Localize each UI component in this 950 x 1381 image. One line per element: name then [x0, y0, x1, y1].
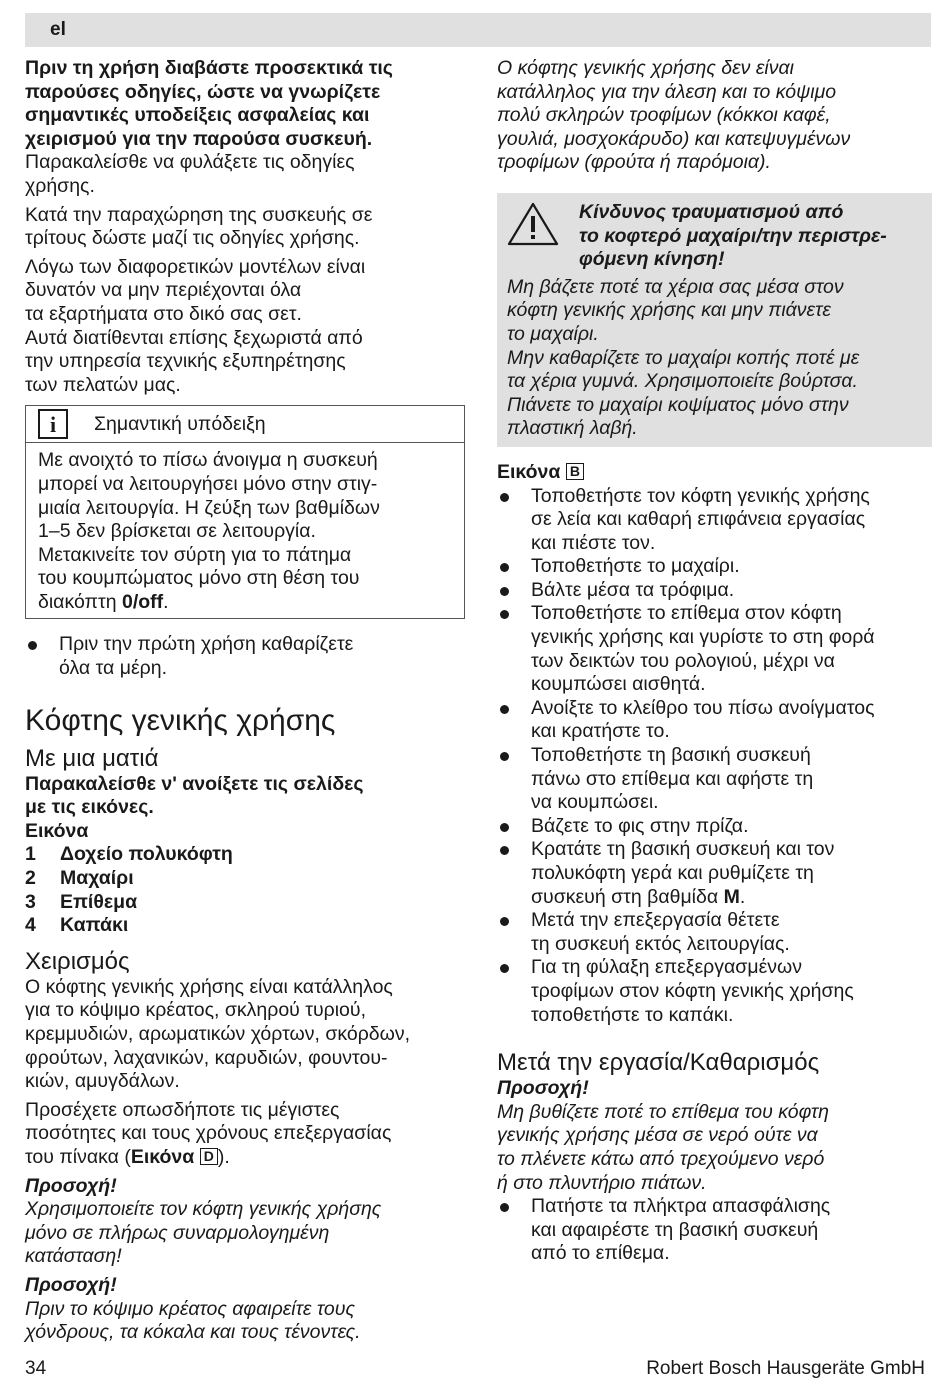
list-item: Βάλτε μέσα τα τρόφιμα.	[497, 579, 932, 603]
operation-para: Ο κόφτης γενικής χρήσης είναι κατάλληλος για το κόψιμο κρέατος, σκληρού τυριού, κρεμμυδιών, αρωματικών χόρτων, σκόρδων, φρούτων, λαχανικών, καρυδιών, φουντου- κιών, αμυγδάλων.	[25, 975, 411, 1093]
caution-label: Προσοχή!	[497, 1077, 589, 1100]
figure-label: Εικόνα B	[497, 461, 932, 485]
list-item: Τοποθετήστε τον κόφτη γενικής χρήσης σε λεία και καθαρή επιφάνεια εργασίας και πιέστε τον.	[497, 485, 932, 556]
language-bar	[25, 13, 931, 47]
quantities-para: Προσέχετε οπωσδήποτε τις μέγιστες ποσότητες και τους χρόνους επεξεργασίας του πίνακα (Εικόνα D ).	[25, 1098, 392, 1168]
first-use-bullet	[25, 633, 465, 680]
parts-list	[25, 843, 465, 937]
list-item: Πατήστε τα πλήκτρα απασφάλισης και αφαιρέστε τη βασική συσκευή από το επίθεμα.	[497, 1195, 932, 1266]
list-item: Για τη φύλαξη επεξεργασμένων τροφίμων στον κόφτη γενικής χρήσης τοποθετήστε το καπάκι.	[497, 956, 932, 1027]
cleaning-steps	[497, 1195, 932, 1266]
operation-heading: Χειρισμός	[25, 947, 130, 975]
models-para: Λόγω των διαφορετικών μοντέλων είναι δυνατόν να μην περιέχονται όλα τα εξαρτήματα στο δικό σας σετ. Αυτά διατίθενται επίσης ξεχωριστά από την υπηρεσία τεχνικής εξυπηρέτησης των πελατών μας.	[25, 255, 366, 396]
list-item: 1 Δοχείο πολυκόφτη	[25, 843, 233, 866]
caution-text: Πριν το κόψιμο κρέατος αφαιρείτε τους χόνδρους, τα κόκαλα και τους τένοντες.	[25, 1297, 361, 1344]
list-item: Πριν την πρώτη χρήση καθαρίζετε όλα τα μέρη.	[25, 633, 465, 680]
main-heading: Κόφτης γενικής χρήσης	[25, 703, 336, 737]
important-note-text: Με ανοιχτό το πίσω άνοιγμα η συσκευή μπορεί να λειτουργήσει μόνο στην στιγ- μιαία λειτουργία. Η ζεύξη των βαθμίδων 1–5 δεν βρίσκεται σε λειτουργία. Μετακινείτε τον σύρτη για το πάτημα του κουμπώματος μόνο στη θέση του διακόπτη 0/off.	[38, 449, 380, 613]
list-item: Ανοίξτε το κλείθρο του πίσω ανοίγματος και κρατήστε το.	[497, 697, 932, 744]
list-item: Μετά την επεξεργασία θέτετε τη συσκευή εκτός λειτουργίας.	[497, 909, 932, 956]
figure-badge: D	[200, 1148, 218, 1165]
warning-triangle-icon	[507, 201, 559, 247]
intro-bold: Πριν τη χρήση διαβάστε προσεκτικά τις παρούσες οδηγίες, ώστε να γνωρίζετε σημαντικές υποδείξεις ασφαλείας και χειρισμού για την παρούσα συσκευή.	[25, 57, 393, 150]
pass-on-para: Κατά την παραχώρηση της συσκευής σε τρίτους δώστε μαζί τις οδηγίες χρήσης.	[25, 203, 373, 250]
at-a-glance-heading: Με μια ματιά	[25, 744, 159, 772]
caution-text: Μη βυθίζετε ποτέ το επίθεμα του κόφτη γενικής χρήσης μέσα σε νερό ούτε να το πλένετε κάτω από τρεχούμενο νερό ή στο πλυντήριο πιάτων.	[497, 1100, 829, 1194]
right-column	[497, 57, 932, 1266]
language-label: el	[50, 19, 66, 40]
page-number: 34	[25, 1358, 47, 1379]
list-item: Τοποθετήστε το επίθεμα στον κόφτη γενικής χρήσης και γυρίστε το στη φορά των δεικτών του ρολογιού, μέχρι να κουμπώσει αισθητά.	[497, 602, 932, 696]
list-item: 3 Επίθεμα	[25, 890, 138, 913]
important-note-box	[25, 405, 465, 619]
important-note-title: Σημαντική υπόδειξη	[94, 412, 266, 435]
company-name: Robert Bosch Hausgeräte GmbH	[646, 1358, 925, 1379]
list-item: Τοποθετήστε τη βασική συσκευή πάνω στο επίθεμα και αφήστε τη να κουμπώσει.	[497, 744, 932, 815]
warning-title: Κίνδυνος τραυματισμού από το κοφτερό μαχαίρι/την περιστρε- φόμενη κίνηση!	[579, 200, 887, 271]
cleaning-heading: Μετά την εργασία/Καθαρισμός	[497, 1049, 820, 1077]
steps-list	[497, 485, 932, 1028]
open-pages-note: Παρακαλείσθε ν' ανοίξετε τις σελίδες με τις εικόνες.	[25, 772, 364, 819]
info-icon: i	[38, 409, 68, 439]
figure-badge: B	[566, 463, 584, 480]
caution-label: Προσοχή!	[25, 1273, 117, 1296]
list-item: 2 Μαχαίρι	[25, 867, 134, 890]
caution-label: Προσοχή!	[25, 1174, 117, 1197]
list-item: Τοποθετήστε το μαχαίρι.	[497, 555, 932, 579]
unsuitable-para: Ο κόφτης γενικής χρήσης δεν είναι κατάλληλος για την άλεση και το κόψιμο πολύ σκληρών τροφίμων (κόκκοι καφέ, γουλιά, μοσχοκάρυδο) και κατεψυγμένων τροφίμων (φρούτα ή παρόμοια).	[497, 57, 851, 174]
left-column	[25, 57, 465, 1345]
caution-text: Χρησιμοποιείτε τον κόφτη γενικής χρήσης μόνο σε πλήρως συναρμολογημένη κατάσταση!	[25, 1198, 382, 1268]
figure-label: Εικόνα	[25, 819, 89, 842]
warning-text: Μη βάζετε ποτέ τα χέρια σας μέσα στον κόφτη γενικής χρήσης και μην πιάνετε το μαχαίρι. Μην καθαρίζετε το μαχαίρι κοπής ποτέ με τα χέρια γυμνά. Χρησιμοποιείτε βούρτσα. Πιάνετε το μαχαίρι κοψίματος μόνο στην πλαστική λαβή.	[507, 275, 860, 440]
list-item: 4 Καπάκι	[25, 914, 129, 937]
injury-warning-box	[497, 193, 932, 447]
keep-instructions-para: Παρακαλείσθε να φυλάξετε τις οδηγίες χρήσης.	[25, 151, 355, 197]
list-item: Κρατάτε τη βασική συσκευή και τον πολυκόφτη γερά και ρυθμίζετε τη συσκευή στη βαθμίδα M.	[497, 838, 932, 909]
list-item: Βάζετε το φις στην πρίζα.	[497, 815, 932, 839]
